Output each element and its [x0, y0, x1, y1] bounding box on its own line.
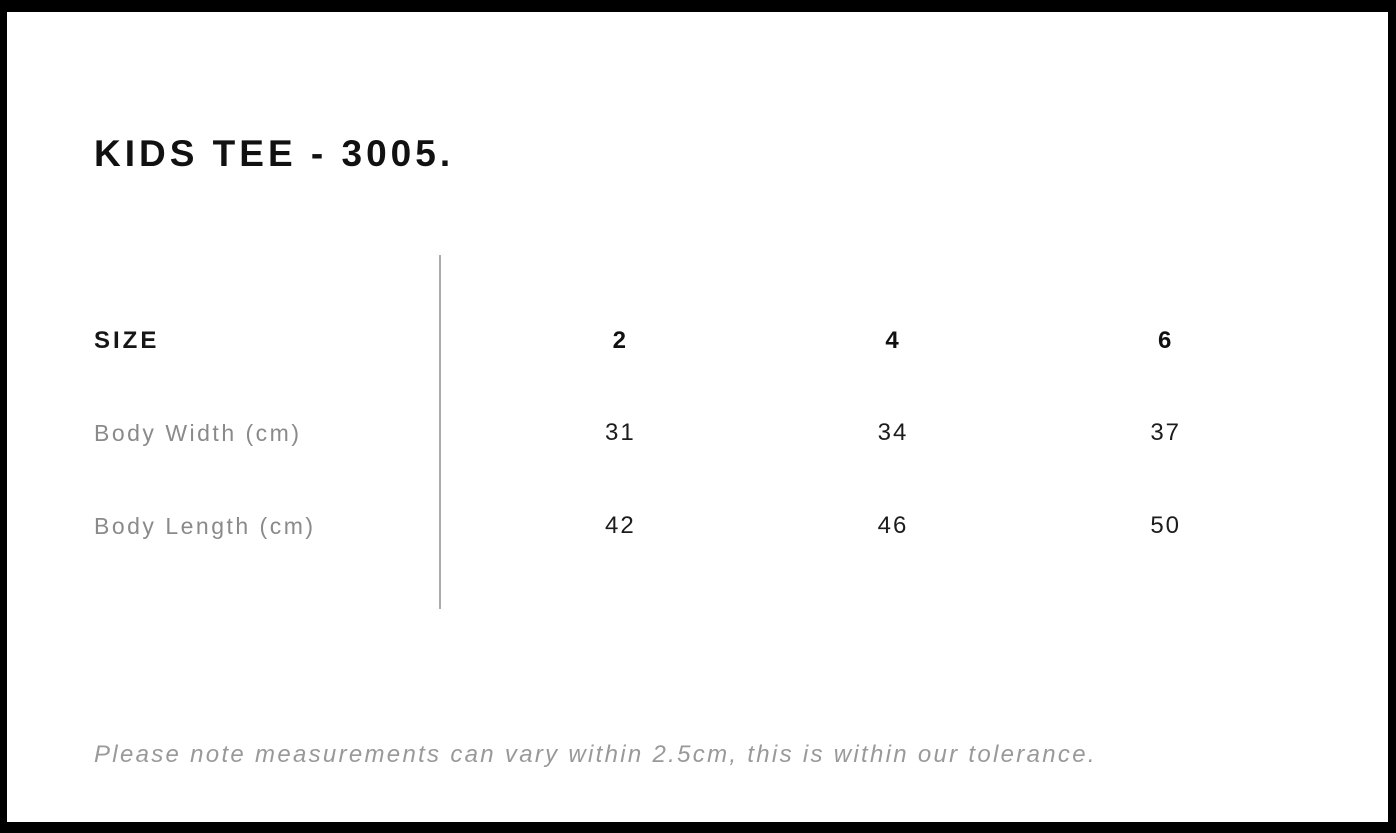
page-border-top — [0, 0, 1396, 12]
size-option-2: 2 — [612, 327, 629, 354]
page-border-bottom — [0, 822, 1396, 833]
page-title: KIDS TEE - 3005. — [94, 132, 455, 174]
body-width-size-4: 34 — [877, 419, 909, 446]
row-label-body-width: Body Width (cm) — [94, 420, 302, 446]
page-border-left — [0, 0, 7, 833]
body-length-size-4: 46 — [877, 512, 909, 539]
row-values-body-width — [440, 419, 1302, 447]
row-label-body-length: Body Length (cm) — [94, 513, 316, 539]
table-row-body-length — [94, 512, 1302, 540]
body-length-size-6: 50 — [1150, 512, 1182, 539]
tolerance-note: Please note measurements can vary within 2.5cm, this is within our tolerance. — [94, 741, 1097, 768]
body-width-size-2: 31 — [604, 419, 636, 446]
size-option-4: 4 — [885, 327, 901, 354]
size-column-header: SIZE — [94, 327, 160, 354]
size-option-6: 6 — [1158, 327, 1174, 354]
body-width-size-6: 37 — [1150, 419, 1182, 446]
size-header-values — [440, 327, 1302, 355]
body-length-size-2: 42 — [604, 512, 636, 539]
page-border-right — [1388, 0, 1396, 833]
size-table-header-row — [94, 327, 1302, 355]
table-row-body-width — [94, 419, 1302, 447]
row-values-body-length — [440, 512, 1302, 540]
